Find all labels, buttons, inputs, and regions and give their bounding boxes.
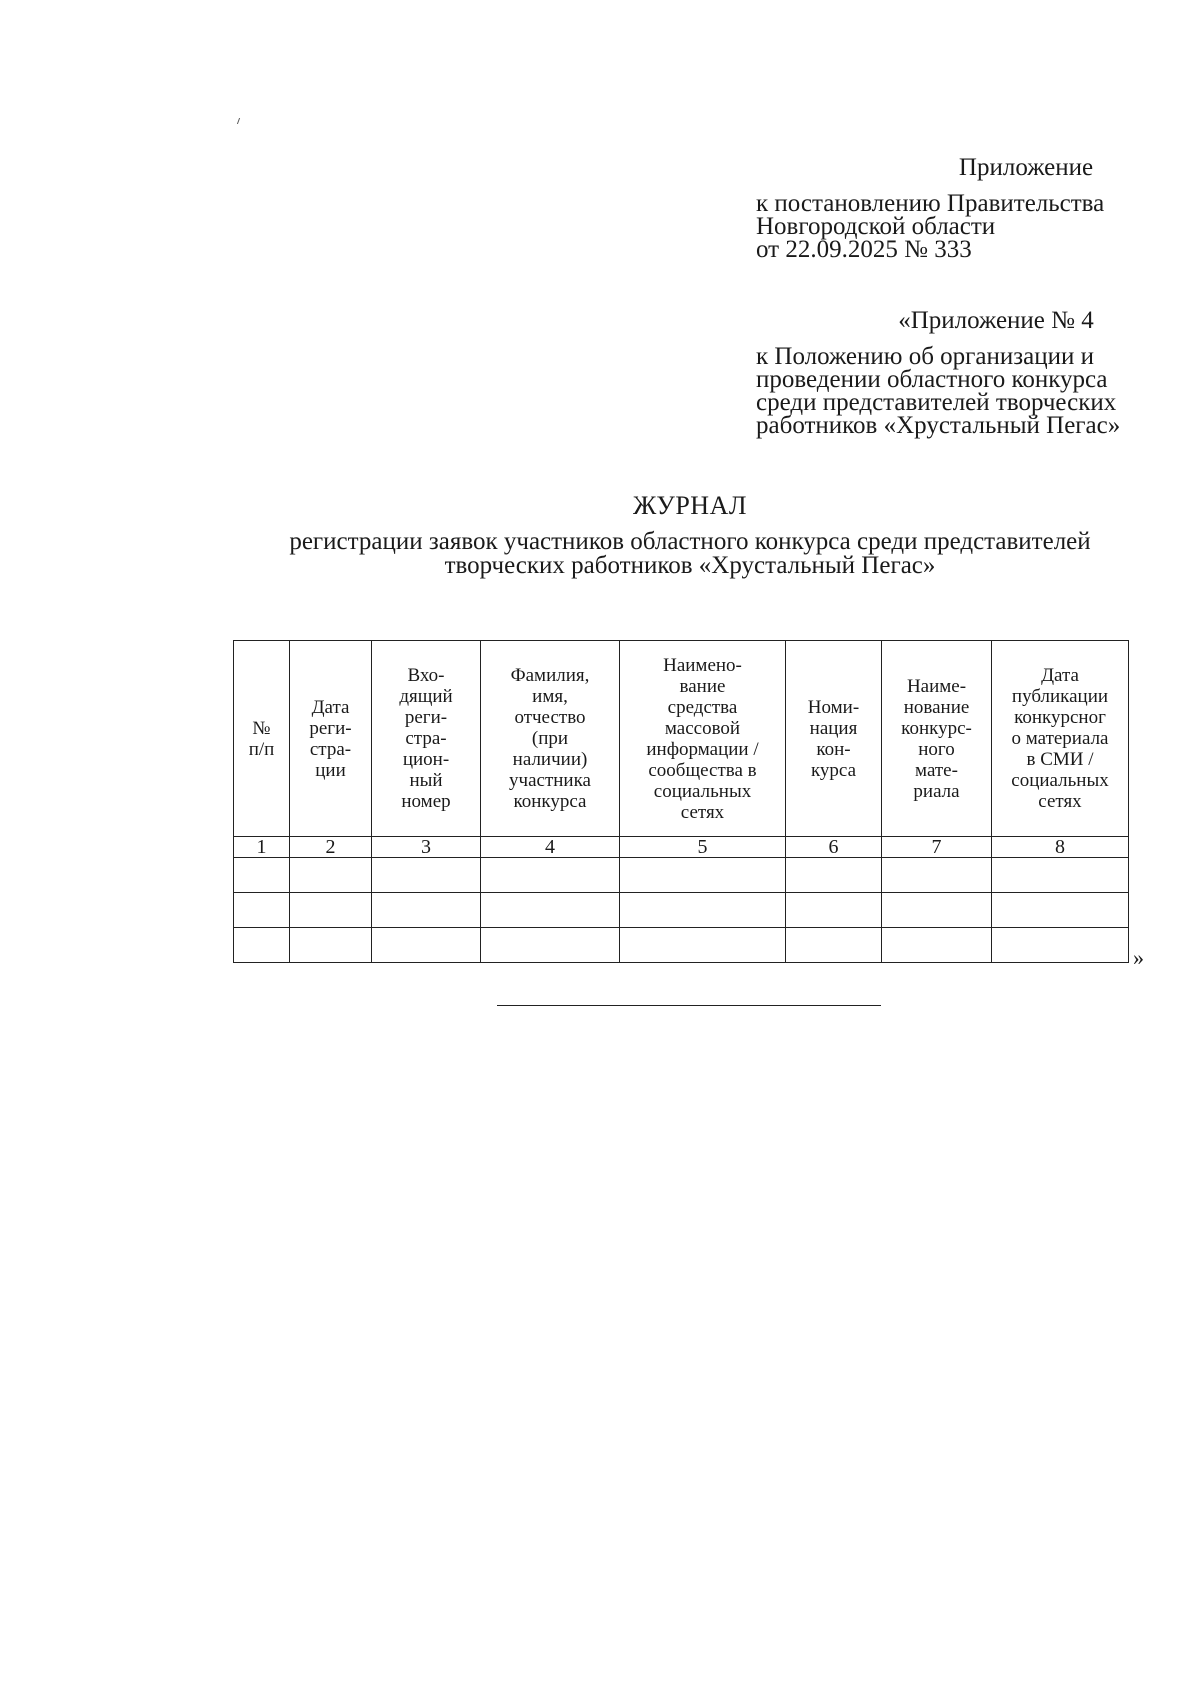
table-header-row [234,641,1129,837]
table-header-cell [290,641,372,837]
header-cell-line: массовой [664,717,741,739]
annex-title: Приложение [958,154,1094,181]
header-cell-line: ции [315,759,346,781]
table-cell [234,928,290,963]
header-cell-line: участника [509,770,591,791]
table-row [234,858,1129,893]
header-cell-line: стра- [309,738,352,760]
header-cell-line: социальных [1011,770,1109,791]
table-cell [290,858,372,893]
header-cell-line: в СМИ / [1026,749,1094,770]
table-cell [992,893,1129,928]
header-cell-line: сетях [680,801,725,823]
header-cell-line: имя, [532,686,568,707]
table-cell [481,893,620,928]
header-cell-line: Дата [1041,665,1079,686]
header-cell-line: реги- [404,707,448,728]
header-cell-line: нация [809,717,858,739]
column-number-cell: 2 [290,837,372,858]
header-cell-line: Фамилия, [510,665,590,686]
table-cell [620,928,786,963]
table-cell [620,893,786,928]
header-cell-line: мате- [915,759,958,781]
header-cell-line: социальных [653,780,752,802]
table-cell [290,893,372,928]
table-cell [786,928,882,963]
table-cell [786,893,882,928]
annex-line: к постановлению Правительства [756,190,1105,217]
header-cell-line: п/п [248,738,275,760]
table-cell [992,928,1129,963]
header-cell-line: Номи- [807,696,860,718]
table-cell [234,893,290,928]
table-cell [882,928,992,963]
annex-block [756,156,1176,261]
header-cell-line: конкурсног [1014,707,1106,728]
table-header-cell [372,641,481,837]
table-cell [992,858,1129,893]
document-heading [200,491,1180,579]
header-cell-line: Дата [311,696,350,718]
table-cell [372,928,481,963]
header-cell-line: конкурс- [901,717,972,739]
table-header-cell [882,641,992,837]
header-cell-line: отчество [514,707,586,728]
header-cell-line: ного [918,738,955,760]
column-number-cell: 7 [882,837,992,858]
document-subtitle-line: регистрации заявок участников областного конкурса среди представителей [289,528,1091,555]
header-cell-line: курса [810,759,857,781]
table-header-cell [992,641,1129,837]
column-number-cell: 5 [620,837,786,858]
header-cell-line: номер [401,791,451,812]
table-header-cell [620,641,786,837]
header-cell-line: дящий [399,686,453,707]
end-rule [497,1005,881,1006]
header-cell-line: информации / [646,738,759,760]
header-cell-line: цион- [402,749,450,770]
annex-line: Новгородской области [756,213,996,240]
table-cell [372,893,481,928]
table-header-cell [481,641,620,837]
table-cell [481,928,620,963]
table-row [234,928,1129,963]
header-cell-line: сообщества в [648,759,757,781]
table-cell [481,858,620,893]
registration-journal-table [233,640,1129,963]
table-cell [882,858,992,893]
table-cell [290,928,372,963]
inner-annex-block [756,309,1176,437]
header-cell-line: ный [409,770,443,791]
header-cell-line: кон- [816,738,851,760]
scan-mark [237,118,242,124]
header-cell-line: конкурса [513,791,587,812]
table-cell [882,893,992,928]
header-cell-line: (при [531,728,569,749]
header-cell-line: риала [913,780,960,802]
column-number-cell: 6 [786,837,882,858]
inner-annex-line: проведении областного конкурса [756,366,1108,393]
inner-annex-line: к Положению об организации и [756,343,1095,370]
table-cell [234,858,290,893]
header-cell-line: сетях [1038,791,1082,812]
header-cell-line: Наимено- [663,654,742,676]
header-cell-line: нование [903,696,970,718]
inner-annex-line: работников «Хрустальный Пегас» [756,412,1121,439]
annex-line: от 22.09.2025 № 333 [756,236,972,263]
header-cell-line: реги- [309,717,352,739]
table-cell [786,858,882,893]
inner-annex-line: среди представителей творческих [756,389,1117,416]
header-cell-line: Наиме- [906,675,967,697]
header-cell-line: № [252,717,271,739]
table-cell [620,858,786,893]
table-header-cell [234,641,290,837]
document-subtitle-line: творческих работников «Хрустальный Пегас» [444,552,936,579]
column-number-cell: 3 [372,837,481,858]
header-cell-line: о материала [1011,728,1109,749]
column-number-cell: 8 [992,837,1129,858]
table-row [234,893,1129,928]
table-header-cell [786,641,882,837]
header-cell-line: вание [679,675,726,697]
header-cell-line: публикации [1011,686,1109,707]
document-title: ЖУРНАЛ [633,491,747,520]
closing-quote: » [1133,945,1144,970]
column-number-cell: 4 [481,837,620,858]
column-number-row [234,837,1129,858]
table-cell [372,858,481,893]
header-cell-line: наличии) [512,749,588,770]
header-cell-line: стра- [405,728,447,749]
column-number-cell: 1 [234,837,290,858]
header-cell-line: Вхо- [407,665,445,686]
inner-annex-title: «Приложение № 4 [898,307,1094,334]
header-cell-line: средства [667,696,738,718]
